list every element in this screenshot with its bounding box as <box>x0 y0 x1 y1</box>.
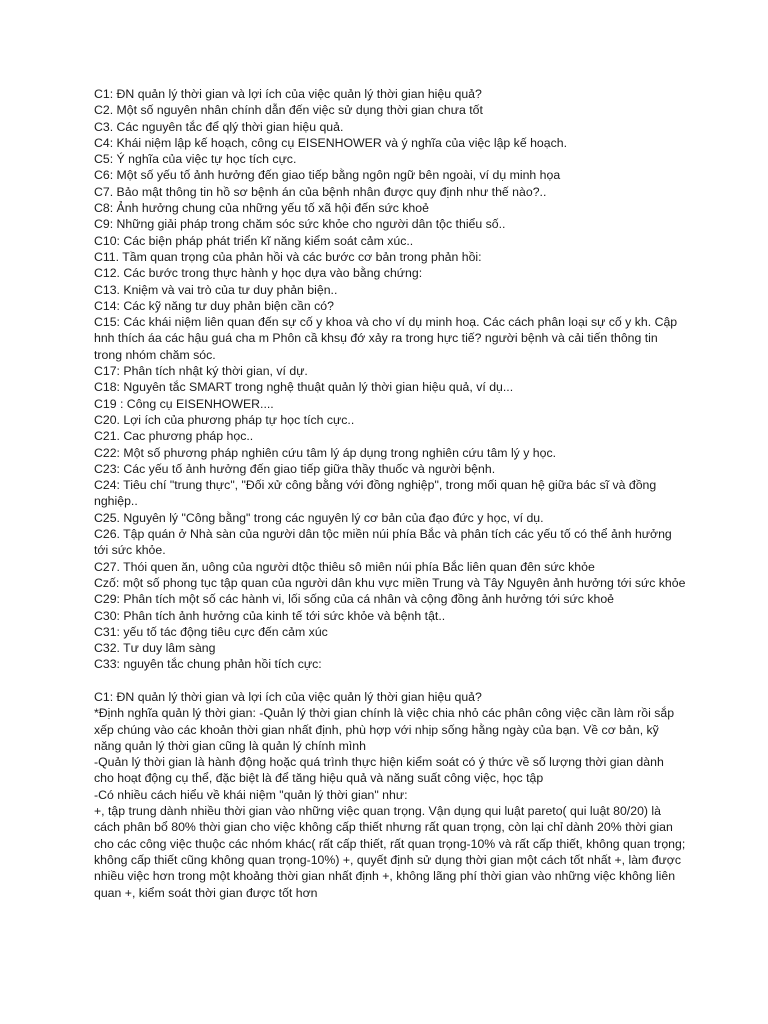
question-item: C22: Một số phương pháp nghiên cứu tâm lý áp dụng trong nghiên cứu tâm lý y học. <box>94 445 557 460</box>
question-item: C12. Các bước trong thực hành y học dựa vào bằng chứng: <box>94 266 423 281</box>
question-item: C31: yếu tố tác động tiêu cực đến cảm xúc <box>94 624 328 639</box>
answer-paragraph: -Có nhiều cách hiểu về khái niệm "quản lý thời gian" như: <box>94 787 408 802</box>
question-item: C14: Các kỹ năng tư duy phản biện cần có? <box>94 298 334 313</box>
question-item: C30: Phân tích ảnh hưởng của kinh tế tới sức khỏe và bệnh tật.. <box>94 608 446 623</box>
question-item: C13. Kniệm và vai trò của tư duy phản biện.. <box>94 282 338 297</box>
question-item: C5: Ý nghĩa của việc tự học tích cực. <box>94 152 297 167</box>
question-item: C17: Phân tích nhật ký thời gian, ví dự. <box>94 364 308 379</box>
question-item: Czố: một số phong tục tập quan của người dân khu vực miền Trung và Tây Nguyên ảnh hưởng tới sức khỏe <box>94 575 686 590</box>
question-list <box>94 86 686 673</box>
answer-paragraph: -Quản lý thời gian là hành động hoặc quá trình thực hiện kiểm soát có ý thức về số lượng thời gian dành cho hoạt động cụ thể, đặc biệt là để tăng hiệu quả và năng suất công việc, học tập <box>94 755 664 786</box>
question-item: C26. Tập quán ở Nhà sàn của người dân tộc miền núi phía Bắc và phân tích các yếu tố có thể ảnh hưởng tới sức khỏe. <box>94 527 672 558</box>
question-item: C3. Các nguyên tắc để qlý thời gian hiệu quả. <box>94 119 344 134</box>
answer-section <box>94 689 686 901</box>
question-item: C1: ĐN quản lý thời gian và lợi ích của việc quản lý thời gian hiệu quả? <box>94 87 482 101</box>
question-item: C23: Các yếu tố ảnh hưởng đến giao tiếp giữa thầy thuốc và người bệnh. <box>94 461 496 476</box>
question-item: C24: Tiêu chí "trung thực", "Đối xử công bằng với đồng nghiệp", trong mối quan hệ giữa bác sĩ và đồng nghiệp.. <box>94 478 657 509</box>
question-item: C10: Các biện pháp phát triển kĩ năng kiểm soát cảm xúc.. <box>94 233 414 248</box>
question-item: C11. Tầm quan trọng của phản hồi và các bước cơ bản trong phản hồi: <box>94 249 482 264</box>
paragraph-gap <box>94 673 686 689</box>
question-item: C20. Lợi ích của phương pháp tự học tích cực.. <box>94 412 355 427</box>
question-item: C32. Tư duy lâm sàng <box>94 641 216 656</box>
question-item: C4: Khái niệm lập kế hoạch, công cụ EISENHOWER và ý nghĩa của việc lập kế hoạch. <box>94 135 567 150</box>
question-item: C8: Ảnh hưởng chung của những yếu tố xã hội đến sức khoẻ <box>94 201 429 216</box>
answer-heading: C1: ĐN quản lý thời gian và lợi ích của việc quản lý thời gian hiệu quả? <box>94 689 482 704</box>
question-item: C33: nguyên tắc chung phản hồi tích cực: <box>94 657 322 672</box>
question-item: C2. Một số nguyên nhân chính dẫn đến việc sử dụng thời gian chưa tốt <box>94 103 483 118</box>
answer-paragraph: +, tập trung dành nhiều thời gian vào những việc quan trọng. Vận dụng qui luật pareto( qui luật 80/20) là cách phân bổ 80% thời gian cho việc không cấp thiết nhưng rất quan trọng, còn lại chỉ dành 20% thời gian cho các công việc thuộc các nhóm khác( rất cấp thiết, rất quan trọng-10% và rất cấp thiết, không quan trọng; không cấp thiết cũng không quan trọng-10%) +, quyết định sử dụng thời gian một cách tốt nhất +, làm được nhiều việc hơn trong một khoảng thời gian nhất định +, không lãng phí thời gian vào những việc không liên quan +, kiểm soát thời gian được tốt hơn <box>94 804 686 900</box>
question-item: C6: Một số yếu tố ảnh hưởng đến giao tiếp bằng ngôn ngữ bên ngoài, ví dụ minh họa <box>94 168 561 183</box>
question-item: C27. Thói quen ăn, uông của người dtộc thiêu sô miên núi phía Bắc liên quan đên sức khỏe <box>94 559 595 574</box>
question-item: C9: Những giải pháp trong chăm sóc sức khỏe cho người dân tộc thiểu số.. <box>94 217 506 232</box>
question-item: C19 : Công cụ EISENHOWER.... <box>94 396 274 411</box>
question-item: C25. Nguyên lý "Công bằng" trong các nguyên lý cơ bản của đạo đức y học, ví dụ. <box>94 510 544 525</box>
question-item: C29: Phân tích một số các hành vi, lối sống của cá nhân và cộng đồng ảnh hưởng tới sức khoẻ <box>94 592 614 607</box>
answer-paragraph: *Định nghĩa quản lý thời gian: -Quản lý thời gian chính là việc chia nhỏ các phân công việc cần làm rồi sắp xếp chúng vào các khoản thời gian nhất định, phù hợp với nhịp sống hằng ngày của bạn. Về cơ bản, kỹ năng quản lý thời gian cũng là quản lý chính mình <box>94 706 675 753</box>
document-page <box>94 86 686 901</box>
question-item: C18: Nguyên tắc SMART trong nghệ thuật quản lý thời gian hiệu quả, ví dụ... <box>94 380 514 395</box>
question-item: C7. Bảo mật thông tin hồ sơ bệnh án của bệnh nhân được quy định như thế nào?.. <box>94 184 547 199</box>
question-item: C21. Cac phương pháp học.. <box>94 429 254 444</box>
question-item: C15: Các khái niệm liên quan đến sự cố y khoa và cho ví dụ minh hoạ. Các cách phân loại sự cố y kh. Cập hnh thích áa các hậu guá cha m Phôn cầ khsụ đớ xảy ra trong hực tiế? người bệnh và cải tiến thông tin trong nhóm chăm sóc. <box>94 315 678 362</box>
